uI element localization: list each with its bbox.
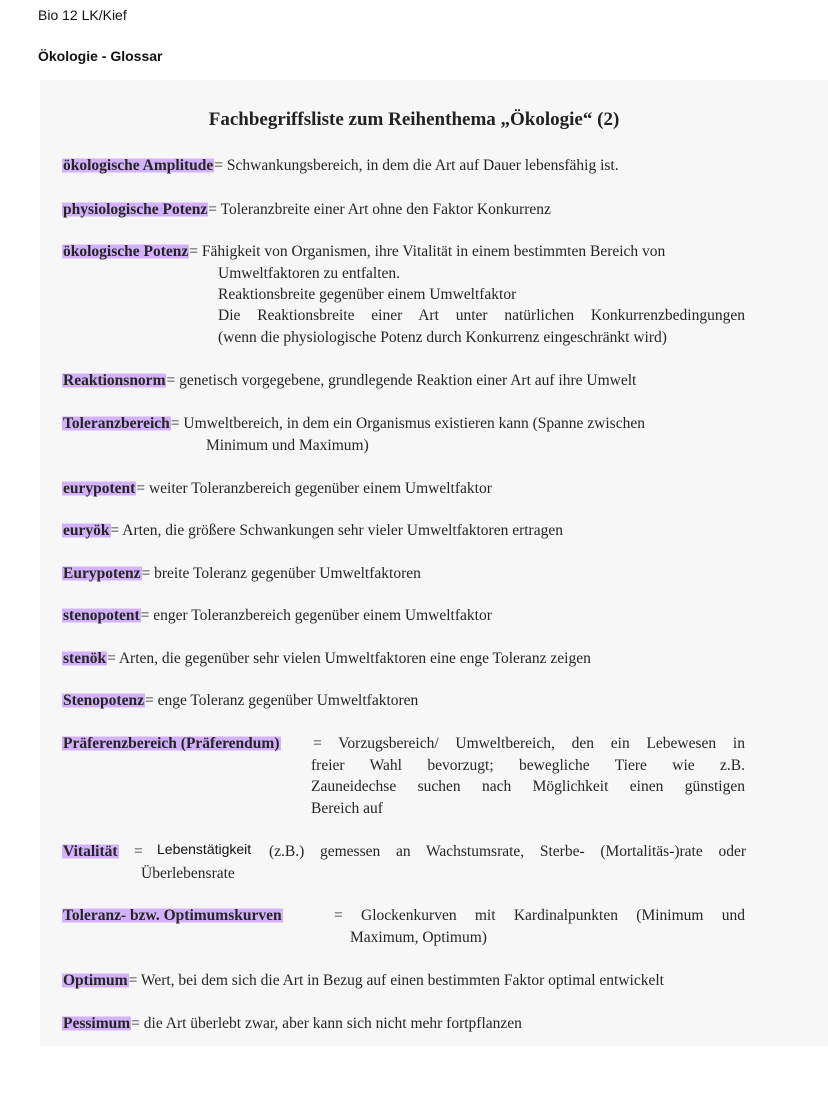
glossary-term: Stenopotenz [63,692,144,709]
glossary-entry-reaktionsnorm [62,370,636,391]
glossary-definition-line: = Glockenkurven mit Kardinalpunkten (Minimum und [334,907,745,924]
glossary-definition: = Schwankungsbereich, in dem die Art auf Dauer lebensfähig ist. [214,157,619,174]
document-title: Ökologie - Glossar [38,48,163,64]
course-label: Bio 12 LK/Kief [38,7,127,23]
glossary-definition: = Fähigkeit von Organismen, ihre Vitalität in einem bestimmten Bereich von [189,243,666,260]
glossary-definition-line: = Vorzugsbereich/ Umweltbereich, den ein Lebewesen in [313,735,745,752]
glossary-entry-eurypotenz [62,563,421,584]
glossary-definition-line: Überlebensrate [141,865,235,882]
glossary-definition-line: (wenn die physiologische Potenz durch Konkurrenz eingeschränkt wird) [218,329,667,346]
glossary-entry-praeferenzbereich [62,733,281,754]
glossary-definition-line: Maximum, Optimum) [350,929,487,946]
glossary-entry-stenoek [62,648,591,669]
glossary-definition-line: (z.B.) gemessen an Wachstumsrate, Sterbe- (Mortalitäs-)rate oder [269,843,746,860]
glossary-entry-euryoek [62,520,563,541]
glossary-definition: = Arten, die größere Schwankungen sehr vieler Umweltfaktoren ertragen [110,522,563,539]
glossary-term: ökologische Potenz [63,243,189,260]
glossary-definition-line: Bereich auf [311,800,383,817]
glossary-term: stenök [63,650,107,667]
glossary-definition-line: Die Reaktionsbreite einer Art unter natürlichen Konkurrenzbedingungen [218,307,745,324]
glossary-term: Reaktionsnorm [63,372,166,389]
glossary-entry-oekologische-amplitude [62,155,619,176]
glossary-definition: = Arten, die gegenüber sehr vielen Umweltfaktoren eine enge Toleranz zeigen [107,650,591,667]
glossary-term: eurypotent [63,480,136,497]
glossary-term: euryök [63,522,110,539]
glossary-term: Präferenzbereich (Präferendum) [63,735,280,752]
handwritten-note: Lebenstätigkeit [157,841,252,857]
glossary-definition: = genetisch vorgegebene, grundlegende Reaktion einer Art auf ihre Umwelt [166,372,637,389]
glossary-term: ökologische Amplitude [63,157,214,174]
glossary-term: Vitalität [63,843,118,860]
glossary-definition: = enge Toleranz gegenüber Umweltfaktoren [144,692,419,709]
glossary-entry-stenopotenz [62,690,418,711]
glossary-term: physiologische Potenz [63,201,208,218]
glossary-term: Pessimum [63,1015,131,1032]
glossary-definition: = weiter Toleranzbereich gegenüber einem Umweltfaktor [136,480,492,497]
glossary-definition-line: freier Wahl bevorzugt; bewegliche Tiere wie z.B. [311,757,745,774]
glossary-definition: = Toleranzbreite einer Art ohne den Faktor Konkurrenz [208,201,551,218]
glossary-entry-vitalitaet [62,841,119,862]
glossary-definition: = Umweltbereich, in dem ein Organismus existieren kann (Spanne zwischen [170,415,645,432]
glossary-term: Eurypotenz [63,565,141,582]
glossary-term: stenopotent [63,607,140,624]
glossary-entry-toleranzbereich [62,413,645,434]
glossary-definition: = die Art überlebt zwar, aber kann sich nicht mehr fortpflanzen [131,1015,522,1032]
glossary-term: Toleranzbereich [63,415,170,432]
glossary-definition-line: Reaktionsbreite gegenüber einem Umweltfaktor [218,286,517,303]
glossary-entry-optimum [62,970,664,991]
glossary-term: Optimum [63,972,128,989]
glossary-term: Toleranz- bzw. Optimumskurven [63,907,282,924]
glossary-entry-pessimum [62,1013,522,1034]
glossary-entry-oekologische-potenz [62,241,665,262]
glossary-definition-line: Zauneidechse suchen nach Möglichkeit einen günstigen [311,778,745,795]
glossary-definition: = Wert, bei dem sich die Art in Bezug auf einen bestimmten Faktor optimal entwickelt [128,972,664,989]
glossary-entry-physiologische-potenz [62,199,551,220]
glossary-definition-line: Umweltfaktoren zu entfalten. [218,265,401,282]
glossary-definition-line: Minimum und Maximum) [206,437,369,454]
glossary-definition: = breite Toleranz gegenüber Umweltfaktoren [141,565,421,582]
glossary-definition: = enger Toleranzbereich gegenüber einem Umweltfaktor [140,607,492,624]
glossary-entry-stenopotent [62,605,492,626]
glossary-entry-eurypotent [62,478,492,499]
equals-sign: = [134,843,143,860]
glossary-entry-optimumskurven [62,905,283,926]
sheet-title: Fachbegriffsliste zum Reihenthema „Ökologie“ (2) [208,109,620,130]
